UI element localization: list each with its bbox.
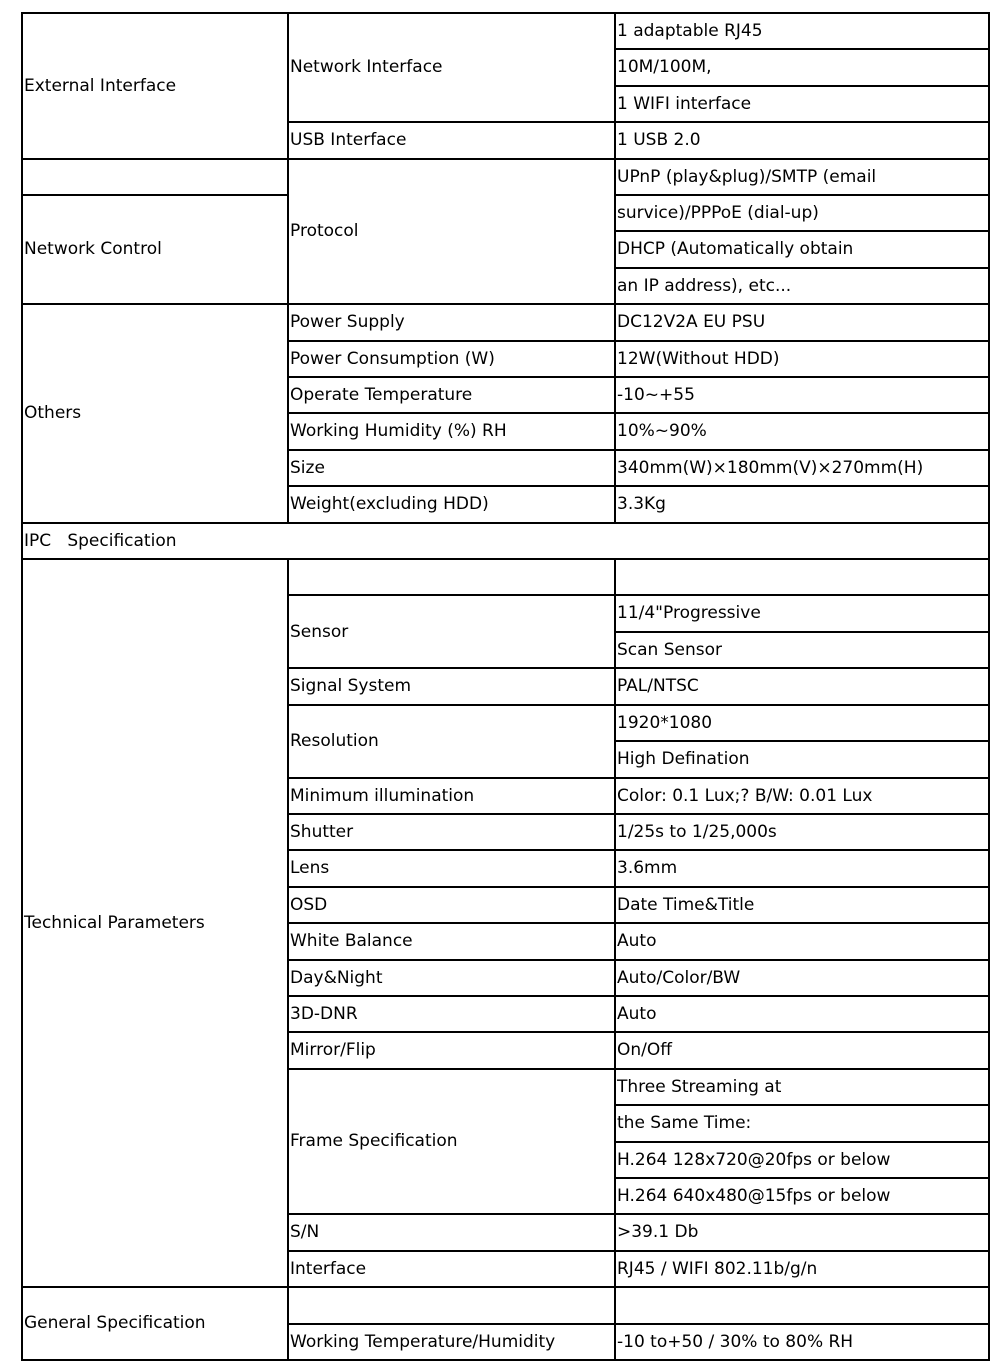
label-usb-interface: USB Interface <box>288 122 615 158</box>
label-power-supply: Power Supply <box>288 304 615 340</box>
value-resolution-2: High Defination <box>615 741 989 777</box>
value-protocol-1: UPnP (play&plug)/SMTP (email <box>615 159 989 195</box>
value-osd: Date Time&Title <box>615 887 989 923</box>
value-sn: >39.1 Db <box>615 1214 989 1250</box>
category-technical-parameters: Technical Parameters <box>22 559 288 1287</box>
value-resolution-1: 1920*1080 <box>615 705 989 741</box>
value-power-consumption: 12W(Without HDD) <box>615 341 989 377</box>
value-usb-interface: 1 USB 2.0 <box>615 122 989 158</box>
blank-cell <box>22 159 288 195</box>
label-working-humidity: Working Humidity (%) RH <box>288 413 615 449</box>
category-external-interface: External Interface <box>22 13 288 159</box>
value-working-humidity: 10%~90% <box>615 413 989 449</box>
value-lens: 3.6mm <box>615 850 989 886</box>
label-sensor: Sensor <box>288 595 615 668</box>
label-minimum-illumination: Minimum illumination <box>288 778 615 814</box>
value-frame-specification-4: H.264 640x480@15fps or below <box>615 1178 989 1214</box>
value-working-temperature-humidity: -10 to+50 / 30% to 80% RH <box>615 1324 989 1360</box>
value-minimum-illumination: Color: 0.1 Lux;? B/W: 0.01 Lux <box>615 778 989 814</box>
label-signal-system: Signal System <box>288 668 615 704</box>
value-frame-specification-3: H.264 128x720@20fps or below <box>615 1142 989 1178</box>
label-weight: Weight(excluding HDD) <box>288 486 615 522</box>
label-network-interface: Network Interface <box>288 13 615 122</box>
label-interface: Interface <box>288 1251 615 1287</box>
category-others: Others <box>22 304 288 522</box>
value-protocol-3: DHCP (Automatically obtain <box>615 231 989 267</box>
value-size: 340mm(W)×180mm(V)×270mm(H) <box>615 450 989 486</box>
label-mirror-flip: Mirror/Flip <box>288 1032 615 1068</box>
value-network-interface-1: 1 adaptable RJ45 <box>615 13 989 49</box>
value-signal-system: PAL/NTSC <box>615 668 989 704</box>
label-osd: OSD <box>288 887 615 923</box>
value-shutter: 1/25s to 1/25,000s <box>615 814 989 850</box>
label-frame-specification: Frame Specification <box>288 1069 615 1215</box>
value-network-interface-3: 1 WIFI interface <box>615 86 989 122</box>
value-weight: 3.3Kg <box>615 486 989 522</box>
label-lens: Lens <box>288 850 615 886</box>
blank-cell <box>288 559 615 595</box>
spec-table <box>21 12 990 1361</box>
value-3d-dnr: Auto <box>615 996 989 1032</box>
category-network-control: Network Control <box>22 195 288 304</box>
blank-cell <box>288 1287 615 1323</box>
value-mirror-flip: On/Off <box>615 1032 989 1068</box>
value-protocol-4: an IP address), etc... <box>615 268 989 304</box>
label-protocol: Protocol <box>288 159 615 305</box>
blank-cell <box>615 559 989 595</box>
label-resolution: Resolution <box>288 705 615 778</box>
value-sensor-1: 11/4"Progressive <box>615 595 989 631</box>
category-general-specification: General Specification <box>22 1287 288 1360</box>
value-frame-specification-1: Three Streaming at <box>615 1069 989 1105</box>
label-shutter: Shutter <box>288 814 615 850</box>
value-white-balance: Auto <box>615 923 989 959</box>
label-sn: S/N <box>288 1214 615 1250</box>
label-size: Size <box>288 450 615 486</box>
label-day-night: Day&Night <box>288 960 615 996</box>
value-network-interface-2: 10M/100M, <box>615 49 989 85</box>
label-3d-dnr: 3D-DNR <box>288 996 615 1032</box>
section-title-ipc-specification: IPC Specification <box>22 523 989 559</box>
value-power-supply: DC12V2A EU PSU <box>615 304 989 340</box>
value-interface: RJ45 / WIFI 802.11b/g/n <box>615 1251 989 1287</box>
label-power-consumption: Power Consumption (W) <box>288 341 615 377</box>
value-sensor-2: Scan Sensor <box>615 632 989 668</box>
label-white-balance: White Balance <box>288 923 615 959</box>
value-protocol-2: survice)/PPPoE (dial-up) <box>615 195 989 231</box>
value-frame-specification-2: the Same Time: <box>615 1105 989 1141</box>
label-operate-temperature: Operate Temperature <box>288 377 615 413</box>
value-operate-temperature: -10~+55 <box>615 377 989 413</box>
label-working-temperature-humidity: Working Temperature/Humidity <box>288 1324 615 1360</box>
value-day-night: Auto/Color/BW <box>615 960 989 996</box>
blank-cell <box>615 1287 989 1323</box>
